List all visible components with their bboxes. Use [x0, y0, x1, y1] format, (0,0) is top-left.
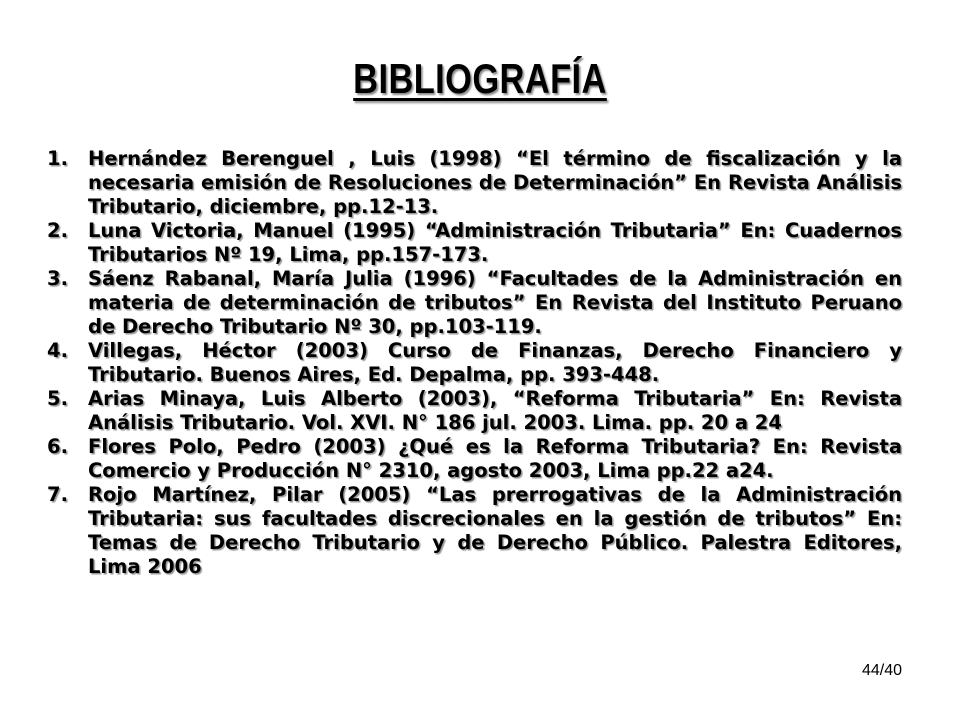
list-item [47, 147, 902, 219]
list-item-number: 1. [47, 147, 68, 170]
list-item-text: Hernández Berenguel , Luis (1998) “El término de fiscalización y la necesaria emisión de Resoluciones de Determinación” En Revista Análisis Tributario, diciembre, pp.12-13. [88, 147, 902, 218]
list-item-text: Flores Polo, Pedro (2003) ¿Qué es la Reforma Tributaria? En: Revista Comercio y Producción N° 2310, agosto 2003, Lima pp.22 a24. [88, 435, 902, 482]
list-item-text: Arias Minaya, Luis Alberto (2003), “Reforma Tributaria” En: Revista Análisis Tributario. Vol. XVI. N° 186 jul. 2003. Lima. pp. 20 a 24 [88, 387, 902, 434]
list-item [47, 483, 902, 579]
list-item-text: Villegas, Héctor (2003) Curso de Finanzas, Derecho Financiero y Tributario. Buenos Aires, Ed. Depalma, pp. 393-448. [88, 339, 902, 386]
page-title [86, 55, 873, 103]
list-item [47, 339, 902, 387]
list-item-number: 5. [47, 387, 68, 410]
list-item-text: Sáenz Rabanal, María Julia (1996) “Facultades de la Administración en materia de determinación de tributos” En Revista del Instituto Peruano de Derecho Tributario Nº 30, pp.103-119. [88, 267, 902, 338]
list-item-number: 4. [47, 339, 68, 362]
list-item-number: 7. [47, 483, 68, 506]
page-title-text: BIBLIOGRAFÍA [353, 55, 607, 102]
list-item-text: Luna Victoria, Manuel (1995) “Administración Tributaria” En: Cuadernos Tributarios Nº 19, Lima, pp.157-173. [88, 219, 902, 266]
list-item [47, 219, 902, 267]
bibliography-list [47, 147, 902, 579]
list-item-text: Rojo Martínez, Pilar (2005) “Las prerrogativas de la Administración Tributaria: sus facultades discrecionales en la gestión de tributos” En: Temas de Derecho Tributario y de Derecho Público. Palestra Editores, Lima 2006 [88, 483, 902, 578]
list-item-number: 2. [47, 219, 68, 242]
list-item [47, 435, 902, 483]
page-number: 44/40 [861, 662, 902, 679]
list-item-number: 3. [47, 267, 68, 290]
list-item [47, 267, 902, 339]
list-item-number: 6. [47, 435, 68, 458]
list-item [47, 387, 902, 435]
